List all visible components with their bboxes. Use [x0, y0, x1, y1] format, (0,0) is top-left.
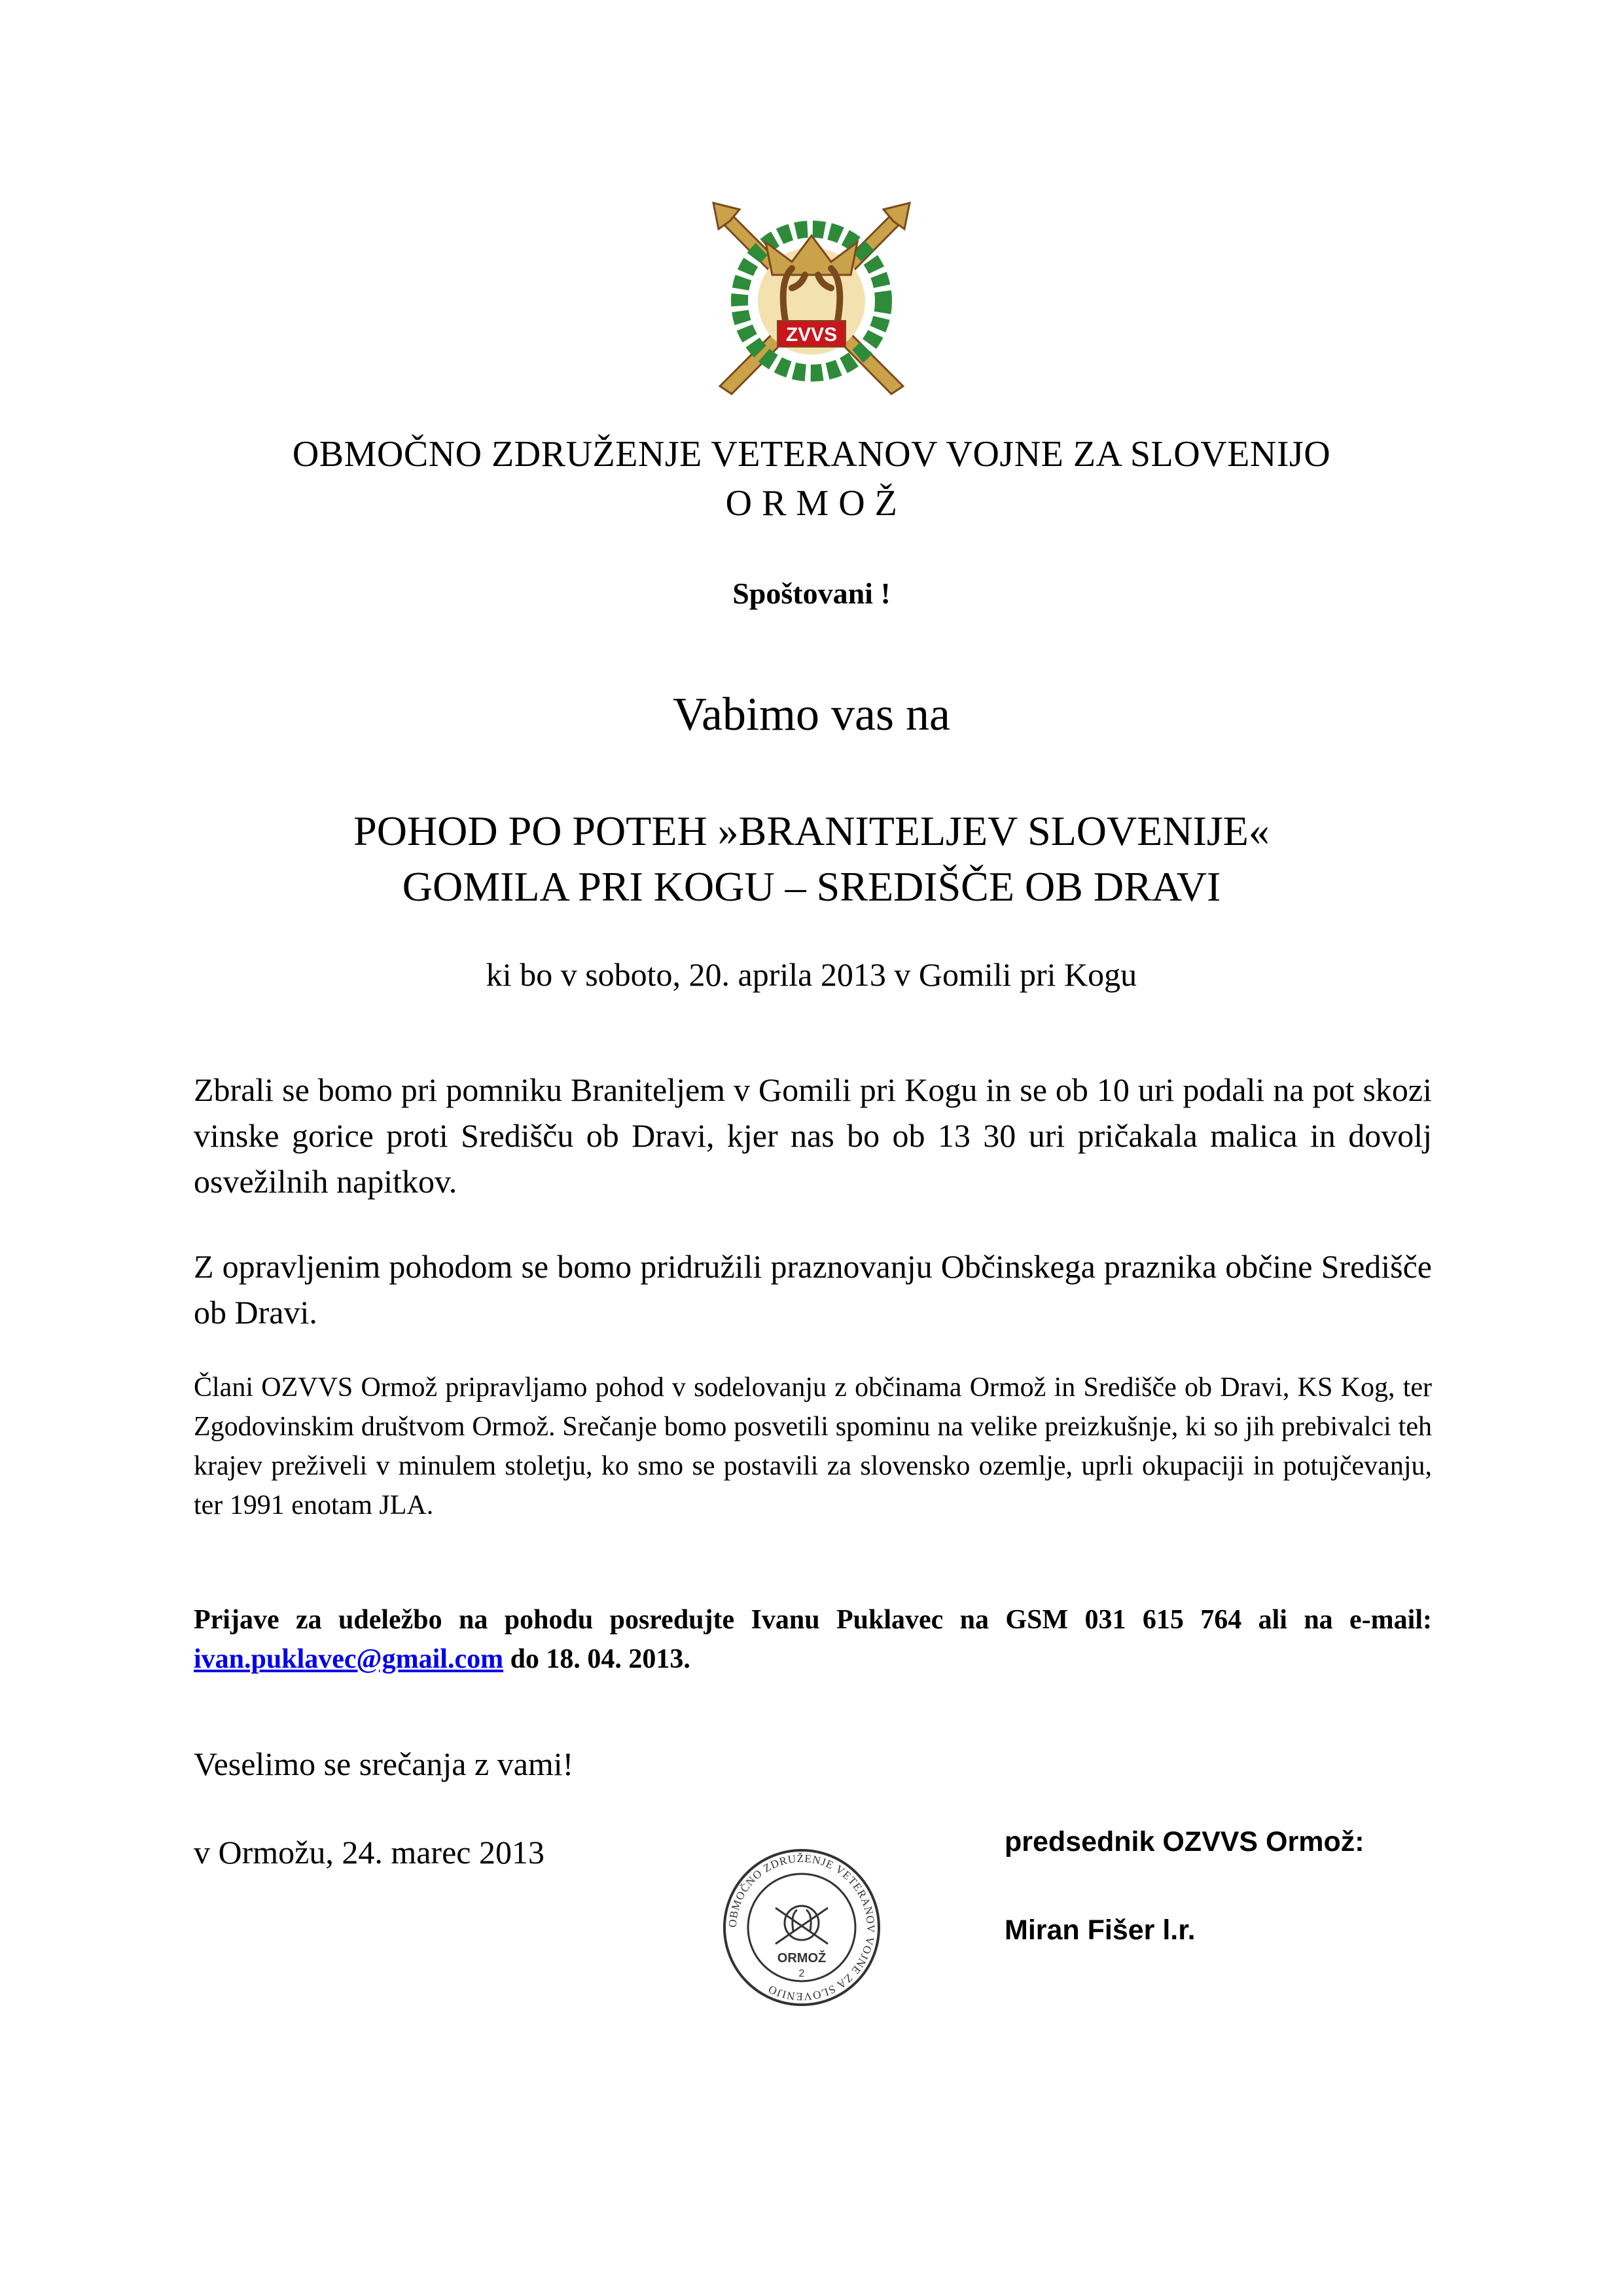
registration-deadline: do 18. 04. 2013. [503, 1644, 690, 1674]
email-link[interactable]: ivan.puklavec@gmail.com [194, 1644, 504, 1674]
logo-text: ZVVS [785, 324, 838, 346]
organization-name: OBMOČNO ZDRUŽENJE VETERANOV VOJNE ZA SLOVENIJO [292, 434, 1331, 475]
greeting: Spoštovani ! [732, 577, 891, 610]
registration-paragraph [194, 1600, 1432, 1679]
zvvs-logo [694, 190, 929, 406]
paragraph-organizers: Člani OZVVS Ormož pripravljamo pohod v sodelovanju z občinama Ormož in Središče ob Dravi, KS Kog, ter Zgodovinskim društvom Ormož. Srečanje bomo posvetili spominu na velike preizkušnje, ki so jih prebivalci teh krajev preživeli v minulem stoletju, ko smo se postavili za slovensko ozemlje, uprli okupaciji in potujčevanju, ter 1991 enotam JLA. [194, 1372, 1432, 1520]
stamp-emblem-icon [776, 1906, 828, 1944]
stamp-ring-text: OBMOČNO ZDRUŽENJE VETERANOV VOJNE ZA SLOVENIJO [726, 1852, 878, 2003]
organization-town: O R M O Ž [725, 483, 898, 524]
place-date: v Ormožu, 24. marec 2013 [194, 1834, 544, 1871]
event-title-line-1: POHOD PO POTEH »BRANITELJEV SLOVENIJE« [353, 808, 1270, 854]
closing-line: Veselimo se srečanja z vami! [194, 1746, 574, 1782]
official-stamp [720, 1846, 883, 2009]
invitation-heading: Vabimo vas na [673, 688, 950, 740]
signature-name: Miran Fišer l.r. [1005, 1914, 1196, 1946]
paragraph-celebration: Z opravljenim pohodom se bomo pridružili praznovanju Občinskega praznika občine Središče ob Dravi. [194, 1248, 1432, 1331]
event-title-line-2: GOMILA PRI KOGU – SREDIŠČE OB DRAVI [402, 863, 1221, 910]
signature-title: predsednik OZVVS Ormož: [1005, 1826, 1364, 1857]
stamp-number: 2 [798, 1968, 805, 1979]
paragraph-gathering: Zbrali se bomo pri pomniku Braniteljem v Gomili pri Kogu in se ob 10 uri podali na pot skozi vinske gorice proti Središču ob Dravi, kjer nas bo ob 13 30 uri pričakala malica in dovolj osvežilnih napitkov. [194, 1071, 1432, 1200]
registration-text: Prijave za udeležbo na pohodu posredujte Ivanu Puklavec na GSM 031 615 764 ali na e-mail: [194, 1605, 1432, 1635]
stamp-town: ORMOŽ [777, 1951, 827, 1965]
event-date-line: ki bo v soboto, 20. aprila 2013 v Gomili pri Kogu [486, 956, 1137, 993]
